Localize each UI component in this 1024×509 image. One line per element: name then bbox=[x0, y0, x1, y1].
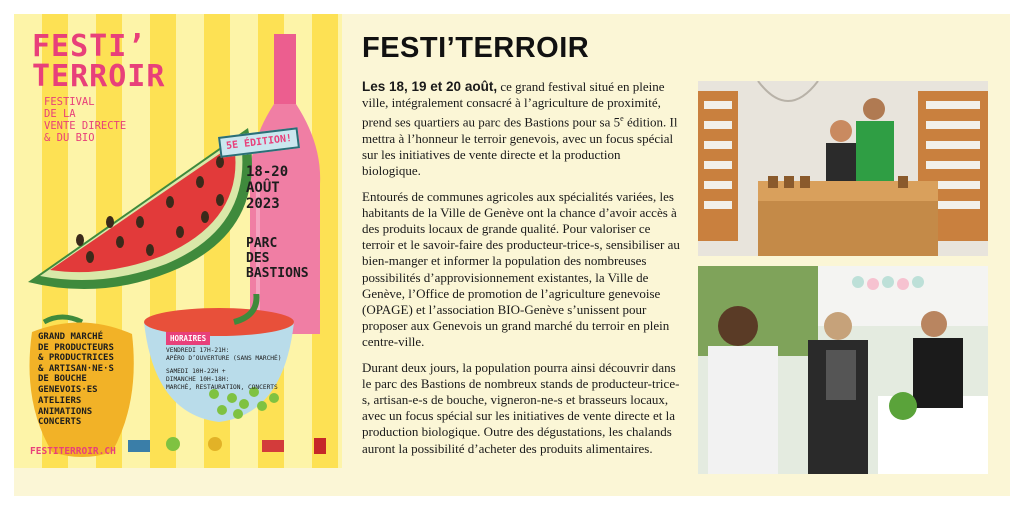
poster-market-text: GRAND MARCHÉ DE PRODUCTEURS & PRODUCTRICES & ARTISAN·NE·S DE BOUCHE GENEVOIS·ES bbox=[38, 332, 114, 395]
market-stand-photo bbox=[698, 81, 988, 256]
paragraph-2: Entourés de communes agricoles aux spécialités variées, les habitants de la Ville de Genève ont la chance d’avoir accès à des produits locaux de grande qualité. Pour valoriser ce terroir et le savoir-faire des producteur-trice-s, sensibiliser au bien-manger et informer la population des nombreuses possibilités d’approvisionnement existantes, la Ville de Genève, l’Office de promotion de l’agriculture genevoise (OPAGE) et l’association BIO-Genève s’unissent pour proposer aux Genevois un grand marché du terroir en plein centre-ville. bbox=[362, 188, 680, 350]
poster-title: FESTI’ TERROIR bbox=[32, 29, 166, 94]
paragraph-3: Durant deux jours, la population pourra ainsi découvrir dans le parc des Bastions de nombreux stands de producteur-trice-s, artisan-e-s de bouche, vigneron-ne-s et brasseurs locaux, avec un focus spécial sur les initiatives de vente directe et la production biologique. Outre des dégustations, les chalands auront la possibilité d’acheter des produits alimentaires. bbox=[362, 359, 680, 456]
article-body bbox=[362, 79, 680, 466]
paragraph-1: Les 18, 19 et 20 août, ce grand festival situé en pleine ville, intégralement consacré à l’agriculture de proximité, prend ses quartiers au parc des Bastions pour sa 5e édition. Il mettra à l’honneur le terroir genevois, avec un focus spécial sur les initiatives de vente directe et la production biologique. bbox=[362, 79, 678, 179]
poster-venue: PARC DES BASTIONS bbox=[246, 236, 309, 281]
poster-dates: 18-20 AOÛT 2023 bbox=[246, 164, 289, 212]
festival-poster bbox=[14, 14, 342, 468]
festival-visitors-photo bbox=[698, 266, 988, 474]
article-headline: FESTI’TERROIR bbox=[362, 32, 590, 64]
poster-subtitle: FESTIVAL DE LA VENTE DIRECTE & DU BIO bbox=[44, 96, 127, 144]
geneve-region-logo-icon bbox=[204, 436, 226, 456]
poster-website: FESTITERROIR.CH bbox=[30, 446, 116, 457]
poster-activities: ATELIERS ANIMATIONS CONCERTS bbox=[38, 396, 93, 427]
bio-logo-icon bbox=[162, 436, 184, 456]
opening-hours: VENDREDI 17H-21H: APÉRO D’OUVERTURE (SANS MARCHÉ) SAMEDI 10H-22H + DIMANCHE 10H-18H: MARCHÉ, RESTAURATION, CONCERTS bbox=[166, 347, 282, 391]
city-logo-icon bbox=[126, 436, 152, 456]
edition-badge: 5E ÉDITION! bbox=[218, 127, 300, 158]
partner-logo-icon bbox=[260, 436, 286, 456]
horaires-label: HORAIRES bbox=[166, 332, 210, 345]
ville-de-geneve-logo-icon bbox=[310, 436, 332, 456]
